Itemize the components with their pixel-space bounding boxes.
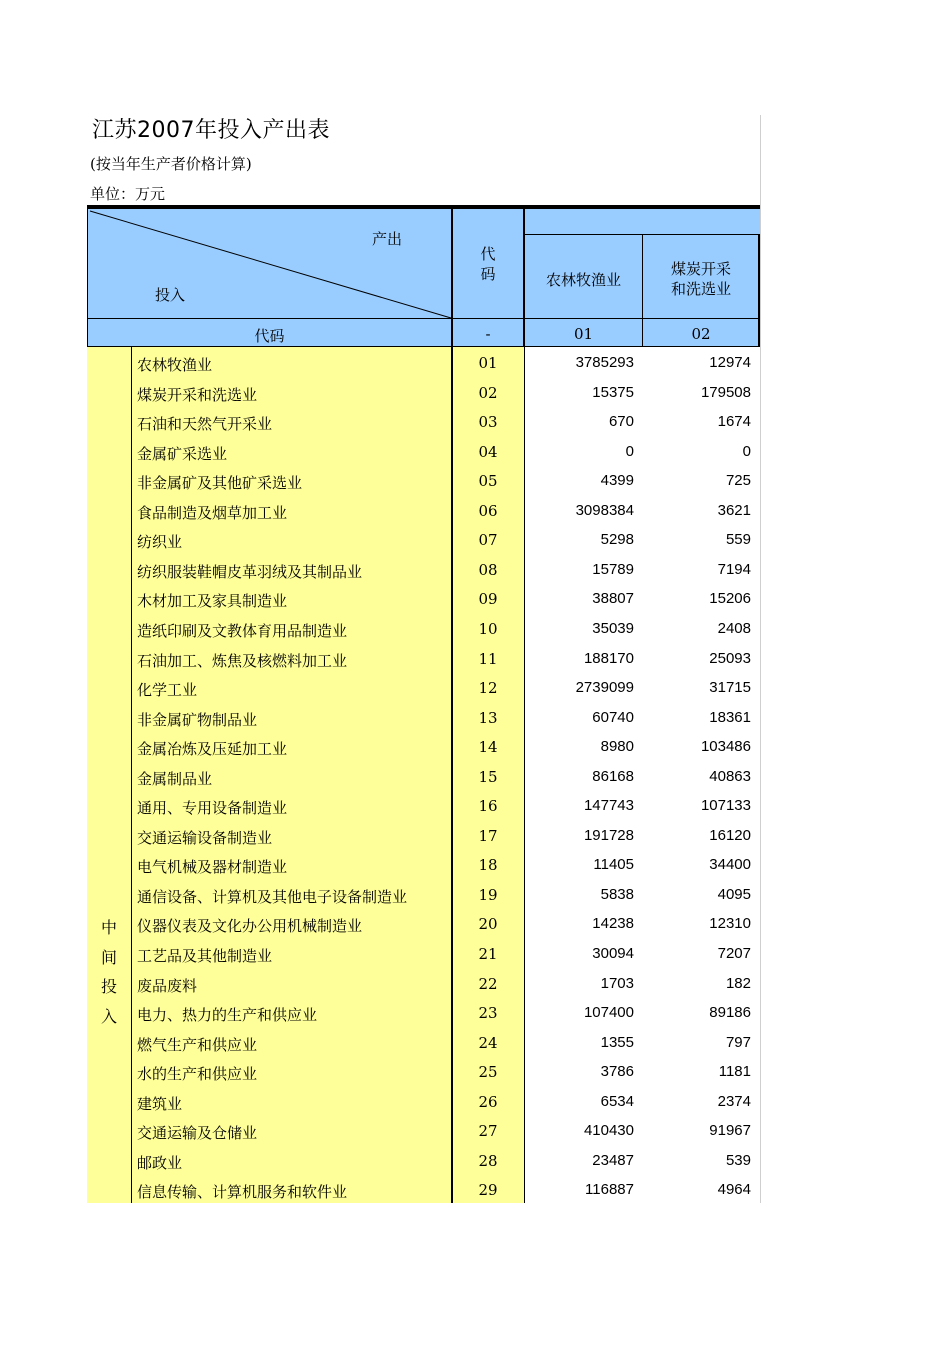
sector-code: 22	[478, 975, 498, 993]
sector-code: 02	[478, 384, 498, 402]
sector-code: 29	[478, 1181, 498, 1199]
unit-label: 单位：万元	[90, 185, 166, 203]
value-cell-col01: 15789	[592, 561, 634, 578]
sector-label: 木材加工及家具制造业	[137, 592, 288, 610]
sector-code: 07	[478, 531, 498, 549]
sector-code: 10	[478, 620, 498, 638]
value-cell-col01: 3785293	[575, 354, 634, 371]
sector-code: 09	[478, 590, 498, 608]
sector-label: 通信设备、计算机及其他电子设备制造业	[137, 888, 408, 906]
sector-code: 21	[478, 945, 498, 963]
sector-label: 非金属矿物制品业	[137, 711, 258, 729]
sector-code: 06	[478, 502, 498, 520]
value-cell-col02: 182	[725, 975, 751, 992]
sector-label: 建筑业	[137, 1095, 183, 1113]
value-cell-col02: 40863	[709, 768, 751, 785]
value-cell-col01: 38807	[592, 590, 634, 607]
sector-label: 煤炭开采和洗选业	[137, 386, 258, 404]
value-cell-col01: 23487	[592, 1152, 634, 1169]
value-cell-col02: 3621	[717, 502, 751, 519]
value-cell-col01: 5298	[600, 531, 634, 548]
value-cell-col02: 0	[742, 443, 751, 460]
value-cell-col02: 107133	[700, 797, 751, 814]
value-cell-col01: 35039	[592, 620, 634, 637]
value-cell-col02: 16120	[709, 827, 751, 844]
sheet-right-edge	[760, 115, 761, 1203]
value-cell-col01: 410430	[583, 1122, 634, 1139]
value-cell-col01: 3786	[600, 1063, 634, 1080]
sector-label: 交通运输及仓储业	[137, 1124, 258, 1142]
sector-code: 25	[478, 1063, 498, 1081]
sector-group-header	[524, 208, 760, 235]
value-cell-col01: 30094	[592, 945, 634, 962]
value-cell-col01: 60740	[592, 709, 634, 726]
output-label: 产出	[372, 230, 403, 248]
sector-code: 04	[478, 443, 498, 461]
sector-code: 28	[478, 1152, 498, 1170]
code-row-dash: -	[485, 325, 491, 343]
value-cell-col02: 4095	[717, 886, 751, 903]
value-cell-col01: 670	[608, 413, 634, 430]
value-cell-col02: 18361	[709, 709, 751, 726]
sector-code: 14	[478, 738, 498, 756]
sector-label: 化学工业	[137, 681, 198, 699]
value-cell-col01: 188170	[583, 650, 634, 667]
value-cell-col01: 191728	[583, 827, 634, 844]
sector-label: 非金属矿及其他矿采选业	[137, 474, 303, 492]
sector-code: 20	[478, 915, 498, 933]
code-row-label: 代码	[254, 327, 285, 345]
sector-label: 石油和天然气开采业	[137, 415, 273, 433]
value-cell-col01: 14238	[592, 915, 634, 932]
sector-label: 食品制造及烟草加工业	[137, 504, 288, 522]
sector-code: 26	[478, 1093, 498, 1111]
group-label-char-2: 间	[100, 948, 117, 967]
value-cell-col02: 7207	[717, 945, 751, 962]
sector-code: 16	[478, 797, 498, 815]
value-cell-col02: 2408	[717, 620, 751, 637]
sector-label: 通用、专用设备制造业	[137, 799, 288, 817]
value-cell-col01: 1703	[600, 975, 634, 992]
group-label-char-1: 中	[100, 918, 117, 937]
column-name-01: 农林牧渔业	[545, 271, 621, 289]
value-cell-col02: 25093	[709, 650, 751, 667]
value-cell-col02: 1181	[718, 1063, 751, 1080]
input-label: 投入	[155, 286, 186, 304]
sector-label: 纺织服装鞋帽皮革羽绒及其制品业	[137, 563, 363, 581]
sector-label: 仪器仪表及文化办公用机械制造业	[137, 917, 363, 935]
value-cell-col01: 147743	[583, 797, 634, 814]
sector-code: 23	[478, 1004, 498, 1022]
sector-label: 电力、热力的生产和供应业	[137, 1006, 318, 1024]
sector-label: 农林牧渔业	[137, 356, 213, 374]
sector-code: 13	[478, 709, 498, 727]
sector-label: 电气机械及器材制造业	[137, 858, 288, 876]
sector-label: 纺织业	[137, 533, 183, 551]
value-cell-col01: 1355	[600, 1034, 634, 1051]
value-cell-col01: 3098384	[575, 502, 634, 519]
value-cell-col01: 5838	[600, 886, 634, 903]
value-cell-col01: 107400	[583, 1004, 634, 1021]
sector-label: 水的生产和供应业	[137, 1065, 258, 1083]
sector-label: 石油加工、炼焦及核燃料加工业	[137, 652, 348, 670]
column-code-02: 02	[691, 325, 711, 343]
table-title: 江苏2007年投入产出表	[92, 118, 330, 143]
diagonal-divider	[87, 208, 452, 319]
sector-code: 08	[478, 561, 498, 579]
value-cell-col02: 31715	[709, 679, 751, 696]
value-cell-col02: 179508	[700, 384, 751, 401]
sector-code: 24	[478, 1034, 498, 1052]
sector-code: 27	[478, 1122, 498, 1140]
value-cell-col01: 86168	[592, 768, 634, 785]
column-code-01: 01	[573, 325, 594, 343]
sector-label: 交通运输设备制造业	[137, 829, 273, 847]
value-cell-col02: 1674	[717, 413, 751, 430]
value-cell-col01: 0	[625, 443, 634, 460]
value-cell-col02: 103486	[700, 738, 751, 755]
sector-label: 造纸印刷及文教体育用品制造业	[137, 622, 348, 640]
sector-label: 燃气生产和供应业	[137, 1036, 258, 1054]
value-cell-col02: 12310	[709, 915, 751, 932]
sector-code: 17	[478, 827, 498, 845]
value-cell-col02: 91967	[709, 1122, 751, 1139]
price-basis-note: (按当年生产者价格计算)	[90, 155, 252, 173]
sector-label: 废品废料	[137, 977, 198, 995]
sector-label: 金属矿采选业	[137, 445, 228, 463]
sector-code: 05	[478, 472, 498, 490]
sector-label: 工艺品及其他制造业	[137, 947, 273, 965]
sector-label: 金属制品业	[137, 770, 213, 788]
sector-code: 15	[478, 768, 498, 786]
sector-code: 11	[478, 650, 498, 668]
value-cell-col02: 797	[725, 1034, 751, 1051]
sector-code: 19	[478, 886, 498, 904]
code-column-label: 代 码	[480, 245, 496, 283]
sector-code: 12	[478, 679, 498, 697]
value-cell-col02: 34400	[709, 856, 751, 873]
value-cell-col02: 15206	[709, 590, 751, 607]
group-label-char-3: 投	[100, 977, 117, 996]
sector-code: 18	[478, 856, 498, 874]
value-cell-col01: 116887	[585, 1181, 634, 1198]
corner-header-cell	[87, 208, 452, 319]
value-cell-col02: 725	[725, 472, 751, 489]
value-cell-col01: 6534	[600, 1093, 634, 1110]
value-cell-col02: 7194	[717, 561, 751, 578]
value-cell-col02: 2374	[717, 1093, 751, 1110]
column-name-02: 煤炭开采 和洗选业	[670, 260, 731, 298]
sector-code: 03	[478, 413, 498, 431]
value-cell-col01: 4399	[600, 472, 634, 489]
value-cell-col01: 11405	[593, 856, 634, 873]
value-cell-col02: 12974	[709, 354, 751, 371]
group-divider-line	[131, 347, 132, 1203]
sector-label: 邮政业	[137, 1154, 183, 1172]
value-cell-col02: 4964	[717, 1181, 751, 1198]
value-cell-col02: 539	[725, 1152, 751, 1169]
sector-label: 金属冶炼及压延加工业	[137, 740, 288, 758]
sector-code: 01	[478, 354, 498, 372]
value-cell-col01: 2739099	[575, 679, 634, 696]
value-cell-col01: 8980	[600, 738, 634, 755]
sector-label: 信息传输、计算机服务和软件业	[137, 1183, 348, 1201]
value-cell-col02: 559	[725, 531, 751, 548]
value-cell-col02: 89186	[709, 1004, 751, 1021]
group-label-char-4: 入	[100, 1007, 117, 1026]
value-cell-col01: 15375	[592, 384, 634, 401]
